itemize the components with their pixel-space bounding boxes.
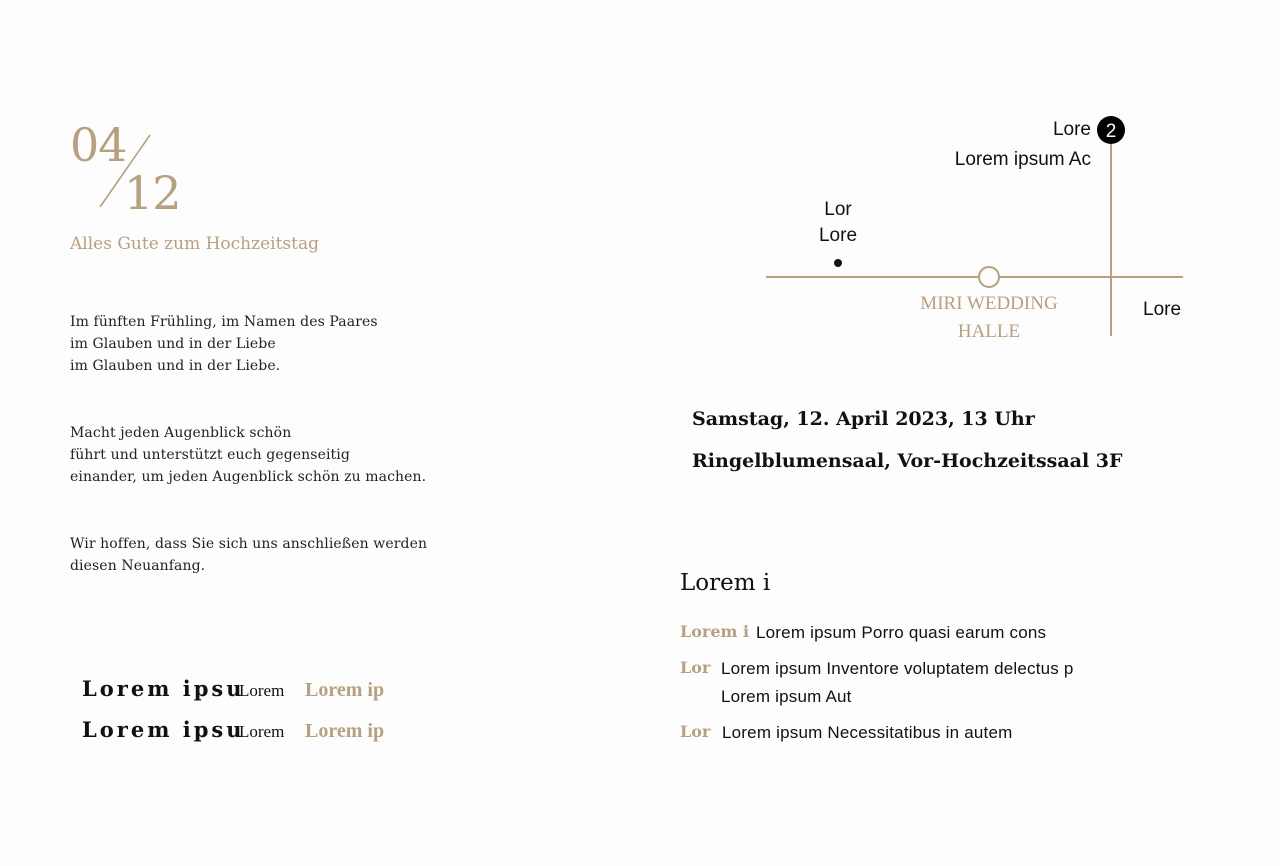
name-relation: Lorem [239,722,285,741]
name-row [82,717,384,747]
detail-row [680,655,1074,711]
detail-text: Lorem ipsum Aut [721,687,852,706]
venue-map [760,110,1190,350]
name-main: Lorem ipsu [82,717,245,742]
detail-label: Lorem i [680,622,750,641]
venue-name-line: MIRI WEDDING [920,293,1058,314]
venue-name [889,290,1089,346]
detail-row [680,619,1046,647]
detail-text: Lorem ipsum Porro quasi earum cons [756,623,1047,642]
name-relation: Lorem [239,681,285,700]
date-month: 12 [124,166,181,220]
paragraph-line: Im fünften Frühling, im Namen des Paares [70,314,378,330]
detail-label: Lor [680,658,711,677]
event-location: Ringelblumensaal, Vor-Hochzeitssaal 3F [692,450,1123,472]
paragraph-line: im Glauben und in der Liebe [70,336,276,352]
map-top-sublabel: Lorem ipsum Ac [954,149,1091,170]
venue-name-line: HALLE [957,321,1021,342]
map-right-label: Lore [1143,299,1182,320]
date-day: 04 [70,118,127,172]
paragraph-line: Macht jeden Augenblick schön [70,425,292,441]
paragraph-1 [70,311,378,377]
paragraph-line: führt und unterstützt euch gegenseitig [70,447,350,463]
map-top-label: Lore [1052,119,1091,140]
paragraph-line: im Glauben und in der Liebe. [70,358,281,374]
detail-row [680,719,1012,747]
paragraph-line: einander, um jeden Augenblick schön zu machen. [70,469,427,485]
name-main: Lorem ipsu [82,676,245,701]
paragraph-2 [70,422,426,488]
name-given: Lorem ip [305,720,385,742]
name-given: Lorem ip [305,679,385,701]
venue-marker-icon [979,267,999,287]
detail-label: Lor [680,722,711,741]
name-row [82,676,384,706]
dot-marker-icon [834,259,842,267]
marker-number: 2 [1105,121,1117,142]
map-left-label-2: Lore [818,225,858,246]
paragraph-line: diesen Neuanfang. [70,558,206,574]
details-title: Lorem i [680,570,771,596]
paragraph-line: Wir hoffen, dass Sie sich uns anschließen werden [70,536,428,552]
detail-text: Lorem ipsum Inventore voluptatem delectus p [721,659,1074,678]
paragraph-3 [70,533,427,577]
event-datetime: Samstag, 12. April 2023, 13 Uhr [692,408,1035,430]
map-left-label-1: Lor [824,199,852,220]
detail-text: Lorem ipsum Necessitatibus in autem [722,723,1013,742]
anniversary-subtitle: Alles Gute zum Hochzeitstag [70,234,319,254]
